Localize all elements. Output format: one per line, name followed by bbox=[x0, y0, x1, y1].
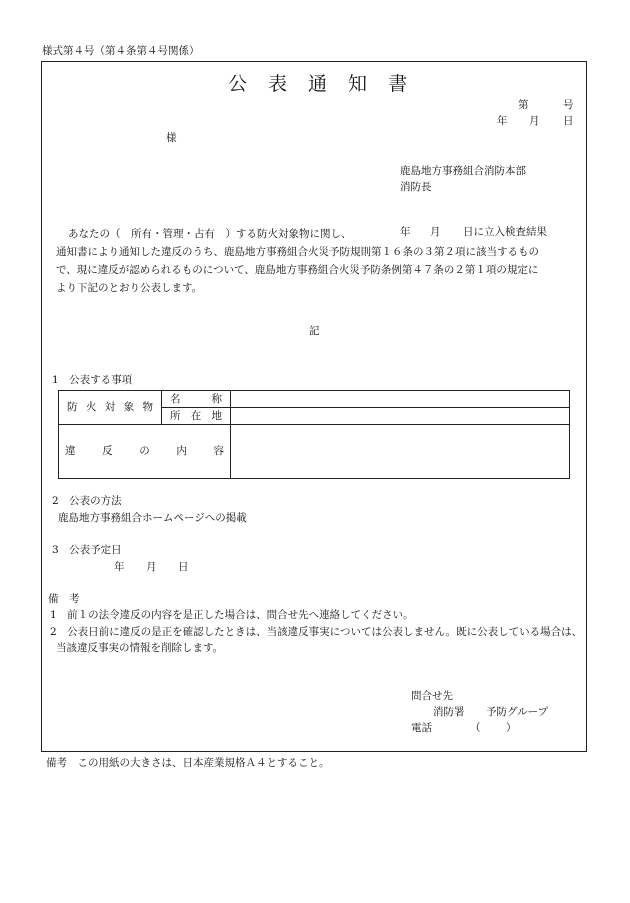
ki-heading: 記 bbox=[309, 325, 320, 337]
footer-note: 備考 この用紙の大きさは、日本産業規格Ａ４とすること。 bbox=[46, 757, 330, 769]
section-2-heading: 2 公表の方法 bbox=[52, 495, 122, 507]
label-char: 地 bbox=[211, 409, 222, 422]
violation-value-cell[interactable] bbox=[231, 425, 570, 479]
label-char: 内 bbox=[176, 445, 187, 458]
title-char: 知 bbox=[348, 73, 368, 95]
label-char: 反 bbox=[102, 445, 113, 458]
page-title bbox=[228, 72, 407, 98]
label-char: 違 bbox=[65, 445, 76, 458]
remarks-item-2: 2 公表日前に違反の是正を確認したときは、当該違反事実については公表しません。既に公表している場合は、 bbox=[50, 626, 583, 638]
body-month: 月 bbox=[430, 226, 441, 238]
label-char: 所 bbox=[170, 409, 181, 422]
issue-day: 日 bbox=[563, 115, 574, 127]
section-3-heading: 3 公表予定日 bbox=[52, 544, 122, 556]
label-char: 称 bbox=[211, 392, 222, 405]
label-char: 物 bbox=[142, 401, 153, 414]
doc-number-prefix: 第 bbox=[518, 99, 529, 111]
label-char: 名 bbox=[170, 392, 181, 405]
object-label-cell bbox=[59, 391, 162, 425]
label-char: 容 bbox=[213, 445, 224, 458]
label-char: 防 bbox=[67, 401, 78, 414]
title-char: 書 bbox=[388, 73, 408, 95]
body-text-end: 日に立入検査結果 bbox=[463, 226, 547, 238]
title-char: 公 bbox=[228, 73, 248, 95]
body-line-2: 通知書により通知した違反のうち、鹿島地方事務組合火災予防規則第１６条の３第２項に該当するもの bbox=[56, 246, 539, 258]
label-char: の bbox=[139, 445, 150, 458]
contact-heading: 問合せ先 bbox=[411, 690, 453, 702]
name-label-cell bbox=[162, 391, 231, 408]
addressee-suffix: 様 bbox=[166, 132, 177, 144]
label-char: 火 bbox=[85, 401, 97, 414]
issue-year: 年 bbox=[497, 115, 508, 127]
label-char: 在 bbox=[190, 409, 202, 422]
section-2-value: 鹿島地方事務組合ホームページへの掲載 bbox=[58, 512, 247, 524]
section-1-heading: 1 公表する事項 bbox=[52, 374, 133, 386]
body-year: 年 bbox=[400, 226, 411, 238]
title-char: 通 bbox=[308, 73, 328, 95]
contact-phone-open: （ bbox=[470, 722, 481, 734]
violation-label-cell bbox=[59, 425, 231, 479]
remarks-heading: 備 考 bbox=[48, 593, 80, 605]
name-value-cell[interactable] bbox=[231, 391, 570, 408]
form-code: 様式第４号（第４条第４号関係） bbox=[42, 45, 200, 57]
remarks-item-2-cont: 当該違反事実の情報を削除します。 bbox=[56, 642, 224, 654]
disclosure-table bbox=[58, 390, 570, 479]
contact-phone-label: 電話 bbox=[411, 722, 432, 734]
body-text: あなたの（ 所有・管理・占有 ）する防火対象物に関し、 bbox=[68, 228, 352, 240]
planned-year: 年 bbox=[114, 561, 125, 573]
planned-month: 月 bbox=[146, 561, 157, 573]
label-char: 対 bbox=[104, 401, 116, 414]
doc-number-suffix: 号 bbox=[563, 99, 574, 111]
address-label-cell bbox=[162, 408, 231, 425]
issue-month: 月 bbox=[529, 115, 540, 127]
sender-org: 鹿島地方事務組合消防本部 bbox=[400, 165, 526, 177]
contact-station: 消防署 bbox=[433, 706, 465, 718]
body-line-3: で、現に違反が認められるものについて、鹿島地方事務組合火災予防条例第４７条の２第１項の規定に bbox=[56, 264, 539, 276]
contact-group: 予防グループ bbox=[486, 706, 549, 718]
label-char: 象 bbox=[123, 401, 135, 414]
contact-phone-close: ） bbox=[506, 722, 517, 734]
address-value-cell[interactable] bbox=[231, 408, 570, 425]
remarks-item-1: 1 前１の法令違反の内容を是正した場合は、問合せ先へ連絡してください。 bbox=[50, 609, 414, 621]
planned-day: 日 bbox=[178, 561, 189, 573]
sender-title: 消防長 bbox=[400, 181, 432, 193]
title-char: 表 bbox=[268, 73, 288, 95]
body-line-4: より下記のとおり公表します。 bbox=[56, 282, 203, 294]
body-line-1 bbox=[68, 225, 352, 243]
